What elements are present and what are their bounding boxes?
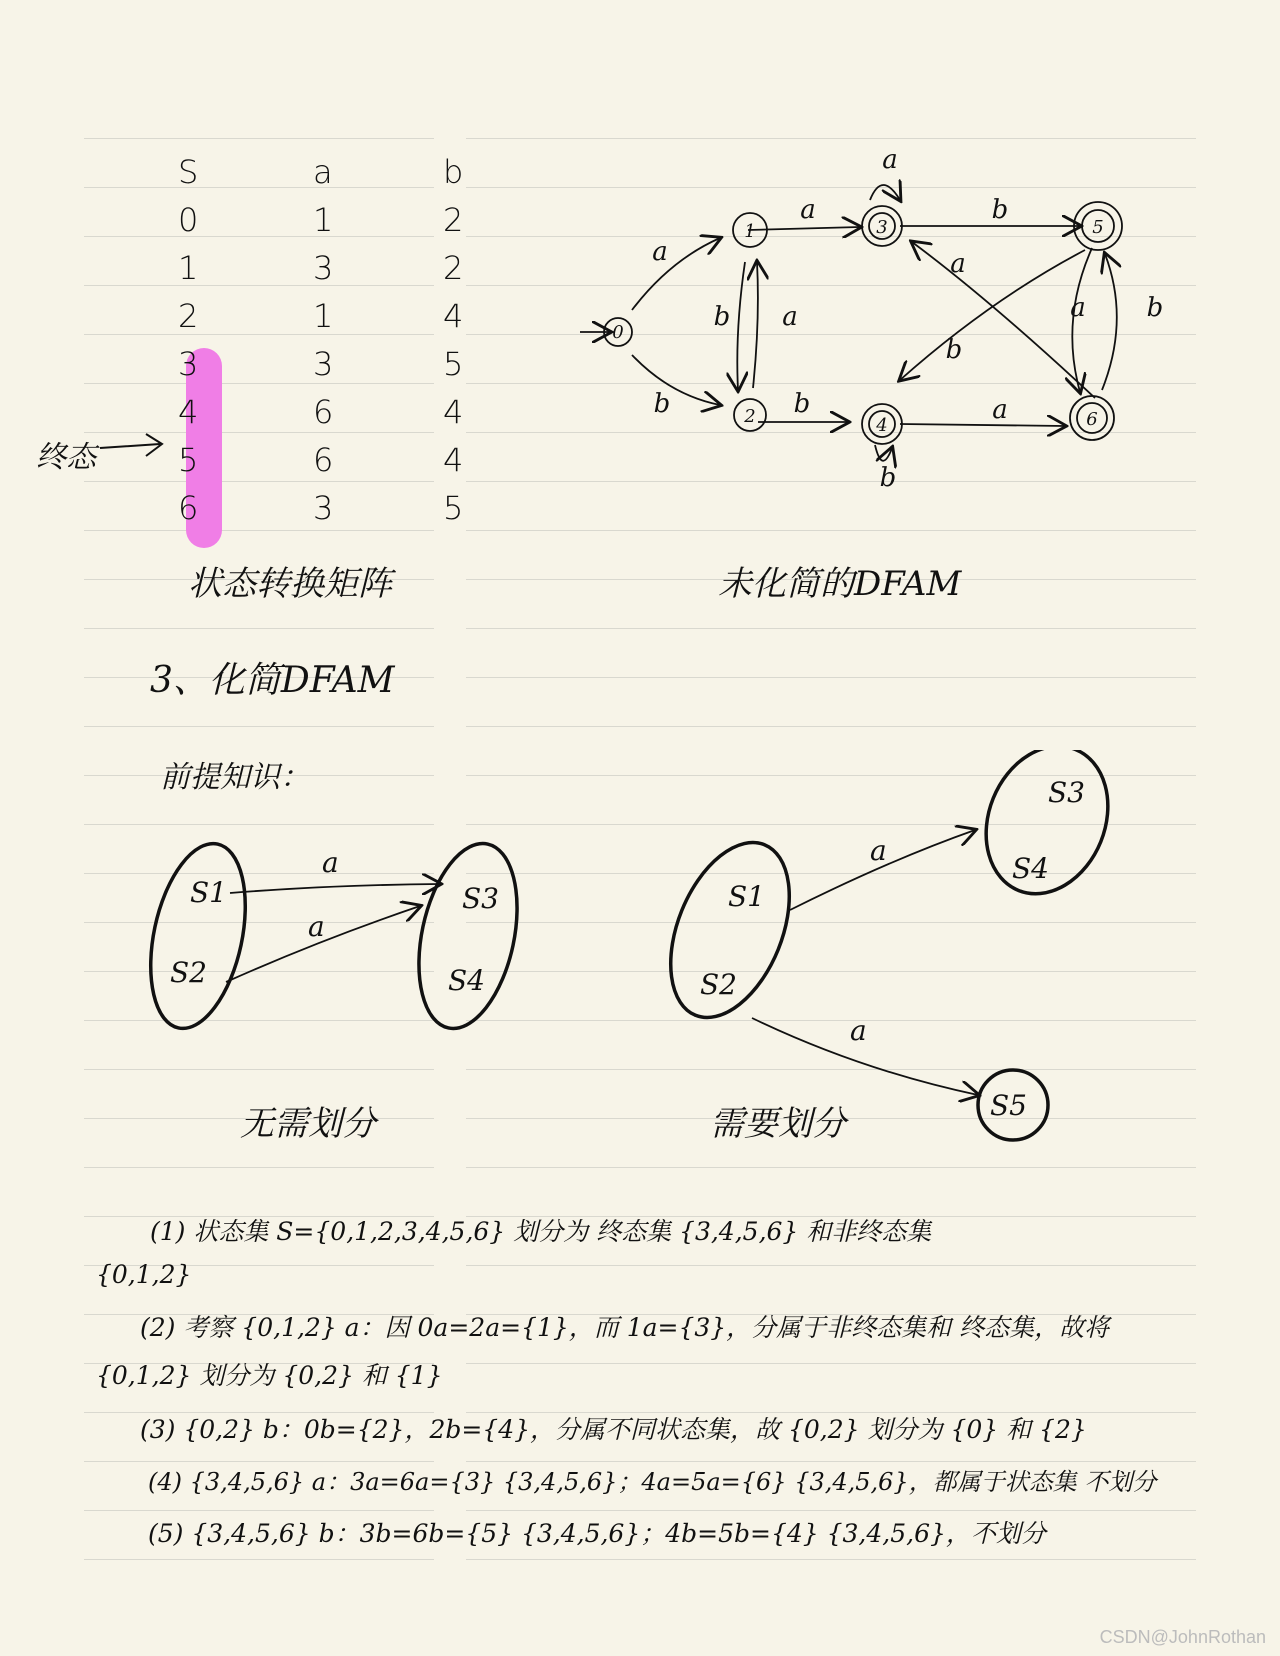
rule-line	[84, 138, 434, 139]
edge-1-2	[737, 262, 745, 390]
state-s1: S1	[728, 880, 765, 913]
edge-4-4	[875, 445, 892, 461]
watermark: CSDN@JohnRothan	[1099, 1627, 1266, 1647]
state-s5: S5	[990, 1089, 1027, 1122]
edge-label: a	[322, 846, 339, 879]
edge-2-1	[753, 262, 758, 388]
left-state-set	[660, 825, 813, 1035]
matrix-cell: 3	[313, 345, 334, 383]
matrix-cell: 1	[178, 249, 199, 287]
dfa-caption: 未化简的DFAM	[718, 564, 962, 604]
matrix-row	[178, 340, 573, 388]
edge-label: b	[991, 195, 1009, 225]
rule-line	[466, 726, 1196, 727]
edge-6-3	[912, 242, 1095, 398]
state-s1: S1	[190, 876, 227, 909]
edge-0-1	[632, 238, 720, 310]
edge-label: a	[800, 195, 816, 225]
matrix-header-b: b	[443, 153, 464, 191]
rule-line	[84, 1069, 434, 1070]
edge-3-3	[870, 185, 900, 200]
left-state-set	[135, 835, 260, 1037]
matrix-cell: 4	[443, 393, 464, 431]
dfa-diagram	[570, 150, 1190, 510]
matrix-cell: 3	[313, 489, 334, 527]
step-3: (3) {0,2} b：0b={2}，2b={4}，分属不同状态集，故 {0,2} 划分为 {0} 和 {2}	[140, 1415, 1087, 1444]
matrix-caption: 状态转换矩阵	[188, 564, 392, 604]
state-s3: S3	[462, 882, 499, 915]
edge-0-2	[632, 355, 720, 405]
matrix-cell: 1	[313, 297, 334, 335]
section-title: 3、化简DFAM	[150, 660, 395, 701]
top-state-set	[965, 750, 1129, 912]
matrix-cell: 4	[443, 441, 464, 479]
rule-line	[84, 726, 434, 727]
edge-4-6	[900, 424, 1065, 426]
state-label-2: 2	[744, 406, 756, 427]
matrix-cell: 6	[313, 441, 334, 479]
edge-label: a	[652, 237, 668, 267]
edge-label: a	[950, 249, 966, 279]
rule-line	[466, 628, 1196, 629]
final-states-arrow	[98, 430, 168, 460]
example2-caption: 需要划分	[710, 1104, 846, 1144]
matrix-header-s: S	[178, 153, 199, 191]
rule-line	[466, 677, 1196, 678]
edge-label: a	[308, 910, 325, 943]
edge-1-3	[748, 227, 860, 230]
edge-label: b	[945, 335, 963, 365]
edge-label: a	[992, 395, 1008, 425]
state-label-4: 4	[876, 415, 888, 436]
rule-line	[466, 1265, 1196, 1266]
matrix-cell: 4	[443, 297, 464, 335]
matrix-cell: 3	[313, 249, 334, 287]
matrix-cell: 5	[443, 345, 464, 383]
edge-5-4	[900, 250, 1085, 380]
step-1: (1) 状态集 S={0,1,2,3,4,5,6} 划分为 终态集 {3,4,5,6} 和非终态集	[150, 1217, 932, 1246]
matrix-row	[178, 388, 573, 436]
rule-line	[466, 1559, 1196, 1560]
edge-label: a	[782, 302, 798, 332]
edge-label: b	[1146, 293, 1164, 323]
state-label-0: 0	[612, 322, 624, 343]
matrix-cell: 6	[313, 393, 334, 431]
matrix-cell: 3	[178, 345, 199, 383]
example-no-split	[130, 830, 530, 1040]
matrix-cell: 2	[178, 297, 199, 335]
right-state-set	[403, 834, 530, 1037]
rule-line	[466, 1510, 1196, 1511]
matrix-cell: 5	[178, 441, 199, 479]
transition-matrix	[178, 148, 573, 532]
step-1-cont: {0,1,2}	[96, 1260, 192, 1289]
example1-caption: 无需划分	[240, 1104, 376, 1144]
rule-line	[466, 530, 1196, 531]
edge-label: b	[713, 302, 731, 332]
edge-label: b	[653, 389, 671, 419]
matrix-cell: 2	[443, 249, 464, 287]
matrix-cell: 6	[178, 489, 199, 527]
matrix-cell: 4	[178, 393, 199, 431]
state-s2: S2	[700, 968, 737, 1001]
edge-label: a	[1070, 293, 1086, 323]
matrix-row	[178, 484, 573, 532]
state-label-3: 3	[876, 217, 888, 238]
edge-s1-s3	[230, 884, 440, 893]
state-s2: S2	[170, 956, 207, 989]
matrix-cell: 2	[443, 201, 464, 239]
edge-label: b	[879, 463, 897, 493]
rule-line	[84, 1167, 434, 1168]
rule-line	[466, 138, 1196, 139]
edge-label: a	[850, 1014, 867, 1047]
state-s4: S4	[1012, 852, 1049, 885]
step-4: (4) {3,4,5,6} a：3a=6a={3} {3,4,5,6}；4a=5a={6} {3,4,5,6}，都属于状态集 不划分	[148, 1468, 1157, 1496]
example-split	[660, 750, 1130, 1150]
matrix-row	[178, 244, 573, 292]
matrix-row	[178, 196, 573, 244]
rule-line	[84, 1510, 434, 1511]
state-s3: S3	[1048, 776, 1085, 809]
rule-line	[84, 1559, 434, 1560]
state-label-5: 5	[1092, 217, 1104, 238]
matrix-cell: 1	[313, 201, 334, 239]
matrix-header-a: a	[313, 153, 333, 191]
prereq-label: 前提知识：	[160, 760, 310, 795]
state-label-6: 6	[1086, 409, 1098, 430]
matrix-row	[178, 292, 573, 340]
matrix-cell: 0	[178, 201, 199, 239]
state-label-1: 1	[744, 221, 756, 242]
edge-6-5	[1102, 254, 1117, 390]
rule-line	[466, 1363, 1196, 1364]
matrix-header-row	[178, 148, 573, 196]
final-states-label: 终态	[36, 440, 96, 475]
step-5: (5) {3,4,5,6} b：3b=6b={5} {3,4,5,6}；4b=5b={4} {3,4,5,6}，不划分	[148, 1519, 1046, 1548]
rule-line	[84, 824, 434, 825]
step-2: (2) 考察 {0,1,2} a：因 0a=2a={1}，而 1a={3}，分属于非终态集和 终态集，故将	[140, 1313, 1110, 1342]
matrix-row	[178, 436, 573, 484]
rule-line	[84, 628, 434, 629]
step-2-cont: {0,1,2} 划分为 {0,2} 和 {1}	[96, 1361, 443, 1390]
matrix-cell: 5	[443, 489, 464, 527]
edge-label: a	[870, 834, 887, 867]
edge-label: a	[882, 150, 898, 175]
rule-line	[466, 1167, 1196, 1168]
state-s4: S4	[448, 964, 485, 997]
edge-label: b	[793, 389, 811, 419]
